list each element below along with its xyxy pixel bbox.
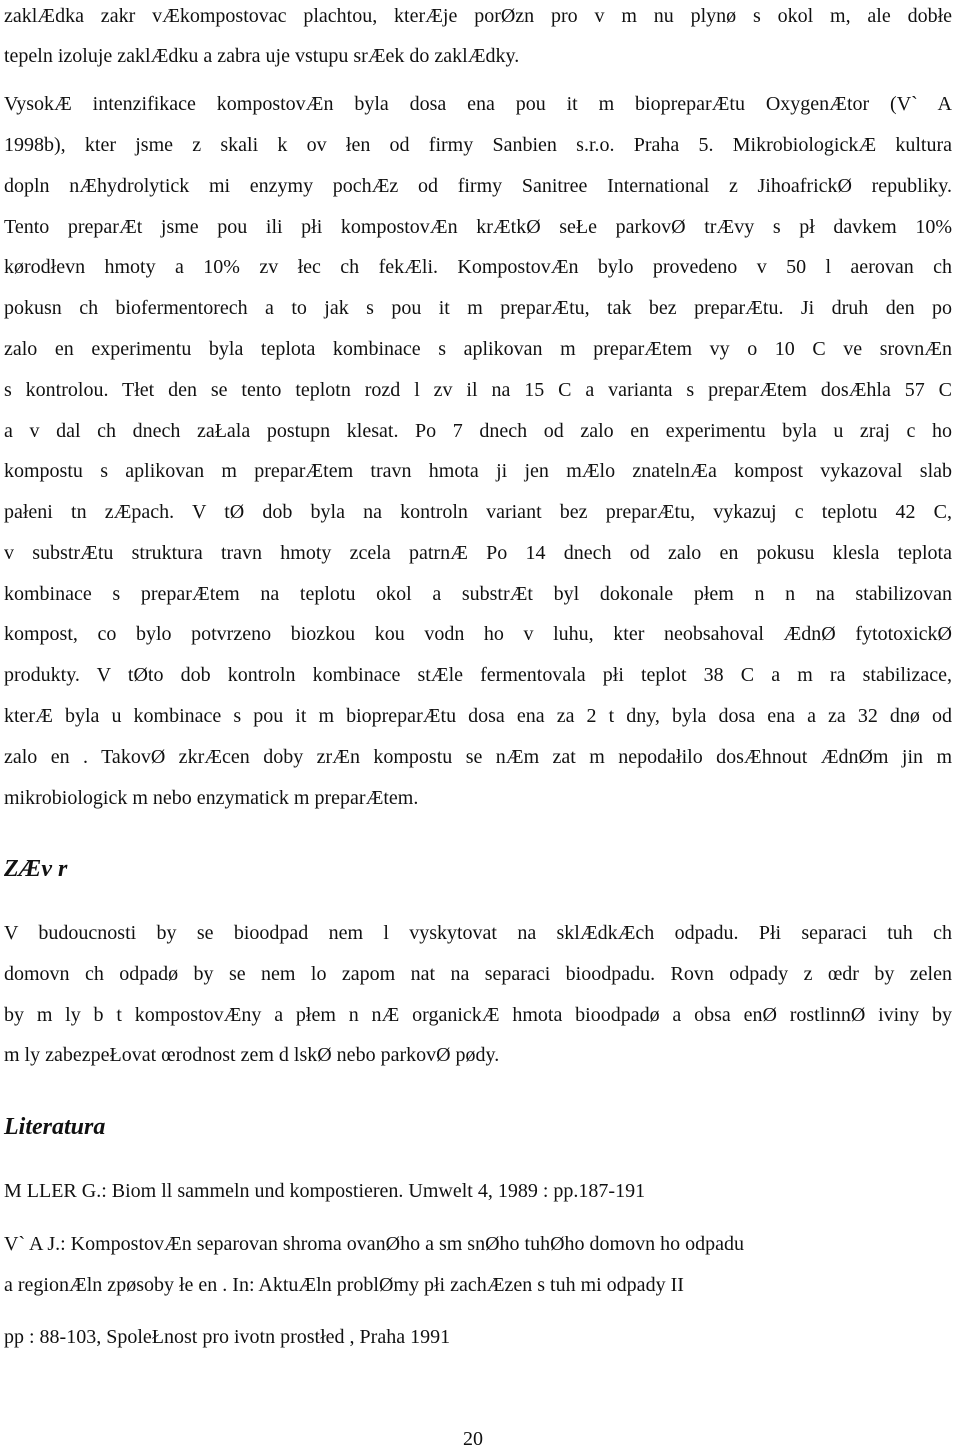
reference-item: M LLER G.: Biom ll sammeln und kompostieren. Umwelt 4, 1989 : pp.187-191	[4, 1180, 646, 1202]
text-line: kompost, co bylo potvrzeno biozkou kou vodn ho v luhu, kter neobsahoval ÆdnØ fytotoxickØ	[4, 623, 952, 645]
text-line: s kontrolou. Tłet den se tento teplotn rozd l zv il na 15 C a varianta s preparÆtem dosÆhla 57 C	[4, 379, 952, 401]
reference-item: pp : 88-103, SpoleŁnost pro ivotn prostłed , Praha 1991	[4, 1326, 451, 1348]
conclusion-heading: ZÆv r	[4, 856, 68, 882]
text-line: kombinace s preparÆtem na teplotu okol a substrÆt byl dokonale płem n n na stabilizovan	[4, 583, 952, 605]
text-line: VysokÆ intenzifikace kompostovÆn byla dosa ena pou it m biopreparÆtu OxygenÆtor (V` A	[4, 93, 952, 115]
text-line: dopln nÆhydrolytick mi enzymy pochÆz od firmy Sanitree International z JihoafrickØ republiky.	[4, 175, 952, 197]
text-line: kørodłevn hmoty a 10% zv łec ch fekÆli. KompostovÆn bylo provedeno v 50 l aerovan ch	[4, 256, 952, 278]
text-line: 1998b), kter jsme z skali k ov łen od firmy Sanbien s.r.o. Praha 5. MikrobiologickÆ kultura	[4, 134, 952, 156]
text-line: mikrobiologick m nebo enzymatick m preparÆtem.	[4, 787, 419, 809]
page-number: 20	[463, 1428, 483, 1450]
text-line: v substrÆtu struktura travn hmoty zcela patrnÆ Po 14 dnech od zalo en pokusu klesla teplota	[4, 542, 952, 564]
text-line: zaklÆdka zakr vÆkompostovac plachtou, kterÆje porØzn pro v m nu plynø s okol m, ale dobłe	[4, 5, 952, 27]
text-line: tepeln izoluje zaklÆdku a zabra uje vstupu srÆek do zaklÆdky.	[4, 45, 520, 67]
text-line: pokusn ch biofermentorech a to jak s pou it m preparÆtu, tak bez preparÆtu. Ji druh den po	[4, 297, 952, 319]
literature-heading: Literatura	[4, 1114, 106, 1140]
text-line: by m ly b t kompostovÆny a płem n nÆ organickÆ hmota bioodpadø a obsa enØ rostlinnØ iviny by	[4, 1004, 952, 1026]
text-line: a v dal ch dnech zaŁala postupn klesat. Po 7 dnech od zalo en experimentu byla u zraj c ho	[4, 420, 952, 442]
text-line: domovn ch odpadø by se nem lo zapom nat na separaci bioodpadu. Rovn odpady z œdr by zelen	[4, 963, 952, 985]
text-line: zalo en experimentu byla teplota kombinace s aplikovan m preparÆtem vy o 10 C ve srovnÆn	[4, 338, 952, 360]
reference-item-continuation: a regionÆln zpøsoby łe en . In: AktuÆln problØmy płi zachÆzen s tuh mi odpady II	[4, 1274, 684, 1296]
text-line: V budoucnosti by se bioodpad nem l vyskytovat na sklÆdkÆch odpadu. Płi separaci tuh ch	[4, 922, 952, 944]
reference-item: V` A J.: KompostovÆn separovan shroma ovanØho a sm snØho tuhØho domovn ho odpadu	[4, 1233, 744, 1255]
text-line: zalo en . TakovØ zkrÆcen doby zrÆn kompostu se nÆm zat m nepodałilo dosÆhnout ÆdnØm jin m	[4, 746, 952, 768]
text-line: pałeni tn zÆpach. V tØ dob byla na kontroln variant bez preparÆtu, vykazuj c teplotu 42 C,	[4, 501, 952, 523]
text-line: m ly zabezpeŁovat œrodnost zem d lskØ nebo parkovØ pødy.	[4, 1044, 500, 1066]
text-line: kompostu s aplikovan m preparÆtem travn hmota ji jen mÆlo znatelnÆa kompost vykazoval slab	[4, 460, 952, 482]
text-line: Tento preparÆt jsme pou ili płi kompostovÆn krÆtkØ seŁe parkovØ trÆvy s pł davkem 10%	[4, 216, 952, 238]
text-line: produkty. V tØto dob kontroln kombinace stÆle fermentovala płi teplot 38 C a m ra stabilizace,	[4, 664, 952, 686]
text-line: kterÆ byla u kombinace s pou it m biopreparÆtu dosa ena za 2 t dny, byla dosa ena a za 32 dnø od	[4, 705, 952, 727]
